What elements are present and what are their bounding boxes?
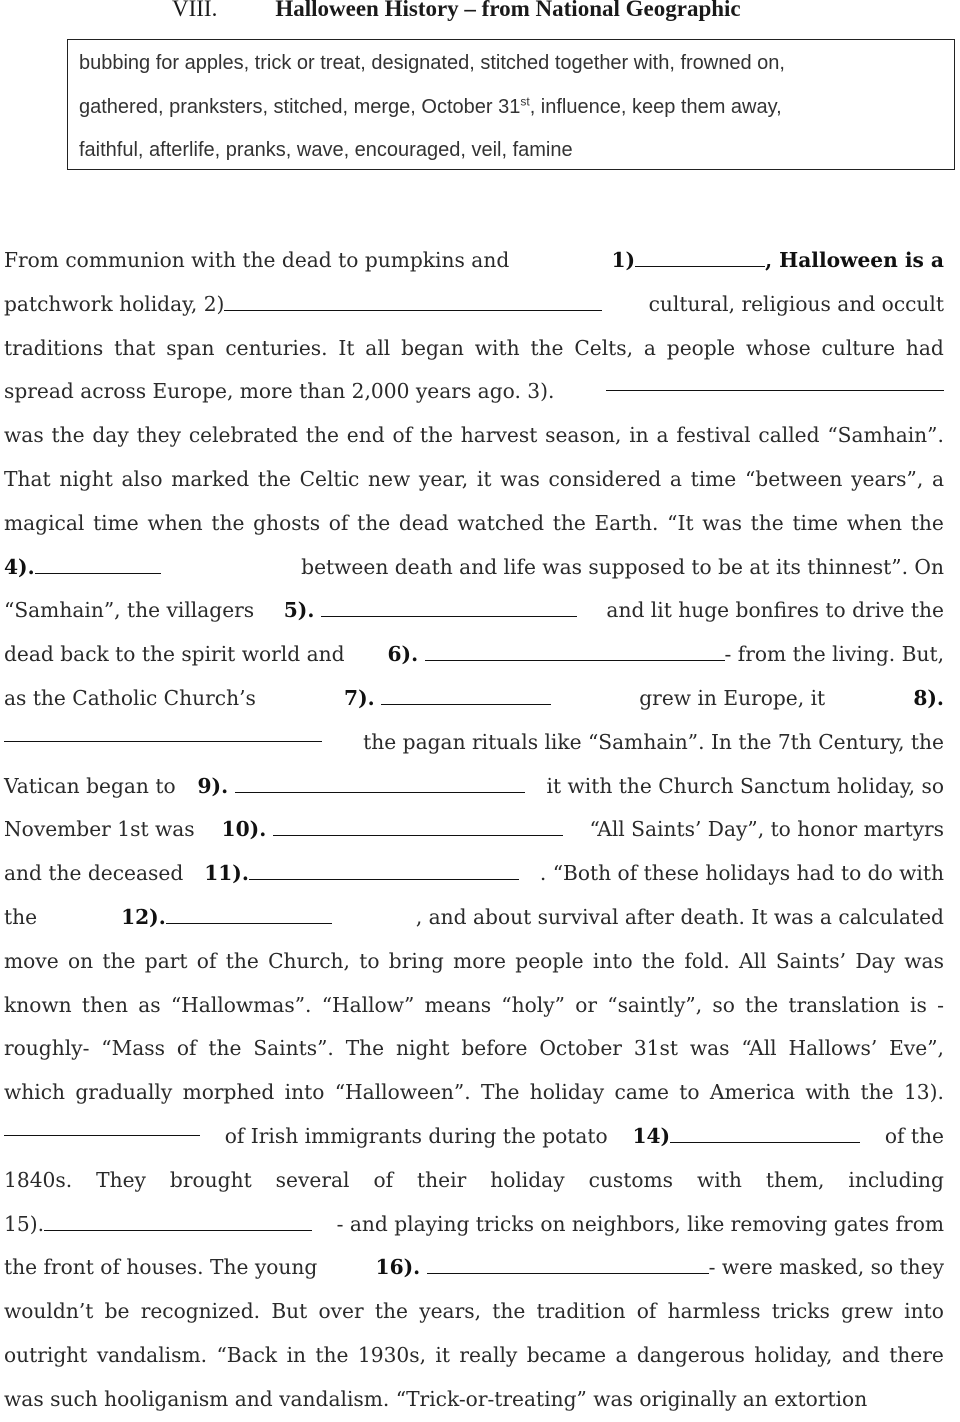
word: years,: [419, 1299, 482, 1324]
word: also: [121, 466, 163, 491]
word: into: [592, 948, 633, 973]
text-blank-7: [344, 677, 551, 721]
passage-line: [4, 1203, 944, 1247]
passage-line: [4, 283, 944, 327]
word: all: [365, 335, 391, 360]
word: of: [328, 510, 349, 535]
word: Eve”,: [889, 1036, 944, 1061]
word: as: [138, 992, 161, 1017]
word: a: [643, 335, 656, 360]
answer-blank-11[interactable]: [249, 859, 519, 880]
word: span: [166, 335, 215, 360]
word: then: [81, 992, 128, 1017]
answer-blank-6[interactable]: [425, 640, 725, 661]
word: festival: [676, 423, 751, 448]
section-title: Halloween History – from National Geographic: [275, 0, 741, 21]
word: “Hallow”: [321, 992, 415, 1017]
word: Saints”.: [253, 1036, 334, 1061]
word: was: [702, 510, 742, 535]
word: time: [93, 510, 139, 535]
word: there: [889, 1342, 944, 1367]
word: of: [636, 1299, 657, 1324]
passage-line: [4, 808, 944, 852]
word: a: [656, 423, 669, 448]
word: culture: [821, 335, 896, 360]
text-blank-12: [121, 896, 332, 940]
text: . “Both of these holidays had to do with: [539, 861, 944, 886]
word: which: [4, 1080, 66, 1105]
word: year,: [418, 466, 469, 491]
answer-blank-4[interactable]: [35, 553, 161, 574]
word: dangerous: [636, 1342, 745, 1367]
section-number: VIII.: [172, 0, 218, 21]
word: Celtic: [299, 466, 360, 491]
word: that: [114, 335, 156, 360]
word: considered: [548, 466, 662, 491]
answer-blank-9[interactable]: [235, 772, 525, 793]
text: between death and life was supposed to be at its thinnest”. On: [301, 554, 944, 579]
passage-line: [4, 458, 944, 502]
word: over: [318, 1299, 364, 1324]
word: is: [910, 992, 927, 1017]
word: 31st: [633, 1036, 678, 1061]
word: dead: [398, 510, 449, 535]
word: Church,: [268, 948, 350, 973]
text-blank-11: [204, 852, 519, 896]
word-bank-text: , influence, keep them away,: [529, 95, 782, 118]
passage-line: [4, 677, 944, 721]
word: the: [374, 1299, 408, 1324]
word: the: [492, 1299, 526, 1324]
superscript-st: st: [520, 93, 530, 108]
word: move: [4, 948, 59, 973]
word: “Hallowmas”.: [170, 992, 312, 1017]
text: - and playing tricks on neighbors, like removing gates from: [336, 1211, 944, 1236]
blank-number-6: 6).: [387, 642, 419, 667]
word: the: [552, 510, 586, 535]
word: the: [910, 510, 944, 535]
text: , and about survival after death. It was a calculated: [415, 904, 944, 929]
text: From communion with the dead to pumpkins and: [4, 248, 510, 272]
blank-number-16: 16).: [375, 1255, 421, 1280]
text: spread across Europe, more than 2,000 years ago. 3).: [4, 379, 555, 404]
text-blank-9: [198, 765, 525, 809]
word: magical: [4, 510, 85, 535]
word: the: [419, 423, 453, 448]
text: patchwork holiday, 2): [4, 291, 225, 316]
word: it: [435, 1342, 450, 1367]
word: with: [805, 1080, 851, 1105]
text: was such hooliganism and vandalism. “Trick-or-treating” was originally an extortion: [4, 1386, 868, 1411]
word: in: [629, 423, 649, 448]
passage-line: [4, 896, 944, 940]
word: people: [515, 948, 584, 973]
word: 1930s,: [357, 1342, 427, 1367]
text: - were masked, so they: [708, 1255, 944, 1280]
word: October: [539, 1036, 622, 1061]
answer-blank-12[interactable]: [166, 903, 332, 924]
word: “saintly”,: [607, 992, 703, 1017]
word: “between: [744, 466, 843, 491]
word: the: [51, 423, 85, 448]
blank-number-9: 9).: [197, 773, 229, 798]
word: it: [476, 466, 492, 491]
word: grew: [841, 1299, 893, 1324]
word: a: [669, 466, 682, 491]
word: was: [904, 948, 944, 973]
word: the: [357, 510, 391, 535]
word: people: [666, 335, 736, 360]
text-blank-14: [632, 1115, 860, 1159]
word: ghosts: [253, 510, 321, 535]
word: of: [176, 1036, 197, 1061]
word: including: [848, 1167, 944, 1192]
word: It: [338, 335, 355, 360]
word: harmless: [667, 1299, 761, 1324]
word: when: [147, 510, 203, 535]
word: “All: [741, 1036, 777, 1061]
word: a: [931, 466, 944, 491]
blank-number-5: 5).: [283, 598, 315, 623]
word: holiday,: [754, 1342, 833, 1367]
word: the: [750, 510, 784, 535]
text: “Samhain”, the villagers: [4, 598, 255, 623]
word: Day: [855, 948, 895, 973]
answer-blank-15[interactable]: [44, 1210, 312, 1231]
word: came: [614, 1080, 669, 1105]
word: traditions: [4, 335, 104, 360]
answer-blank-2[interactable]: [224, 290, 602, 311]
word: “Samhain”.: [827, 423, 944, 448]
word: harvest: [460, 423, 538, 448]
word: “Back: [216, 1342, 278, 1367]
answer-blank-14[interactable]: [670, 1122, 860, 1143]
word: part: [144, 948, 188, 973]
word: of: [392, 423, 413, 448]
text: the: [4, 904, 38, 929]
blank-number-11: 11).: [204, 861, 249, 886]
word: end: [346, 423, 385, 448]
text: cultural, religious and occult: [648, 291, 944, 316]
answer-blank-5[interactable]: [321, 596, 577, 617]
text: November 1st was: [4, 817, 195, 842]
word: was: [689, 1036, 730, 1061]
word: 13).: [903, 1080, 944, 1105]
text-blank-6: [387, 633, 944, 677]
word: the: [315, 1342, 349, 1367]
word: time: [690, 466, 737, 491]
word: the: [305, 423, 339, 448]
blank-number-12: 12).: [121, 904, 166, 929]
word: with: [474, 335, 520, 360]
word: Earth.: [594, 510, 659, 535]
word: The: [481, 1080, 520, 1105]
word: tricks: [771, 1299, 830, 1324]
word: -: [937, 992, 944, 1017]
passage-line: [4, 633, 944, 677]
word: recognized.: [140, 1299, 261, 1324]
text: and the deceased: [4, 861, 184, 886]
section-heading: [172, 0, 741, 28]
passage-line: [4, 1246, 944, 1290]
text: and lit huge bonfires to drive the: [606, 598, 944, 623]
answer-blank-3[interactable]: [606, 370, 944, 391]
word: of: [373, 1167, 394, 1192]
word: time: [792, 510, 839, 535]
answer-blank-1[interactable]: [635, 246, 765, 267]
word: wouldn’t: [4, 1299, 94, 1324]
text: dead back to the spirit world and: [4, 642, 345, 667]
word: with: [697, 1167, 742, 1192]
text-blank-5: [284, 589, 577, 633]
passage-line: [4, 239, 944, 283]
answer-blank-7[interactable]: [381, 684, 551, 705]
passage-line: [4, 546, 944, 590]
text: Vatican began to: [4, 773, 176, 798]
word: of: [196, 948, 217, 973]
word: or: [575, 992, 598, 1017]
word: had: [905, 335, 944, 360]
word: translation: [788, 992, 900, 1017]
word: in: [286, 1342, 307, 1367]
word: their: [417, 1167, 467, 1192]
word: Saints’: [775, 948, 847, 973]
word: new: [368, 466, 411, 491]
word: the: [257, 466, 291, 491]
word: before: [461, 1036, 528, 1061]
blank-number-7: 7).: [344, 685, 375, 710]
word: Celts,: [574, 335, 634, 360]
word: “Halloween”.: [334, 1080, 471, 1105]
word: them,: [765, 1167, 825, 1192]
passage-line: [4, 1027, 944, 1071]
word: became: [526, 1342, 607, 1367]
word: Hallows’: [788, 1036, 878, 1061]
word: was: [4, 423, 44, 448]
word: means: [424, 992, 492, 1017]
word: watched: [457, 510, 545, 535]
word: the: [641, 948, 676, 973]
word: outright: [4, 1342, 88, 1367]
text: it with the Church Sanctum holiday, so: [546, 773, 944, 798]
blank-number-14: 14): [632, 1123, 671, 1148]
blank-number-15: 15).: [4, 1211, 44, 1236]
word: 1840s.: [4, 1167, 73, 1192]
word-bank-line: [79, 86, 954, 130]
text: grew in Europe, it: [639, 685, 826, 710]
word: holiday: [529, 1080, 605, 1105]
blank-number-8: 8).: [913, 685, 944, 710]
word-bank-box: [67, 39, 955, 170]
passage-line: [4, 721, 944, 765]
passage-line: [4, 589, 944, 633]
word: really: [459, 1342, 518, 1367]
blank-number-4: 4).: [4, 554, 35, 579]
word: America: [709, 1080, 796, 1105]
text-blank-15: [4, 1203, 312, 1247]
word: into: [904, 1299, 944, 1324]
passage-line: [4, 1290, 944, 1334]
word: known: [4, 992, 72, 1017]
word: so: [712, 992, 735, 1017]
answer-blank-10[interactable]: [273, 815, 563, 836]
word-bank-text: gathered, pranksters, stitched, merge, October 31: [79, 95, 521, 118]
word: centuries.: [225, 335, 328, 360]
answer-blank-8[interactable]: [4, 721, 322, 742]
word: “It: [667, 510, 694, 535]
word: day: [92, 423, 129, 448]
word: season,: [545, 423, 622, 448]
text: of Irish immigrants during the potato: [224, 1123, 608, 1148]
word: night: [59, 466, 113, 491]
word: the: [211, 510, 245, 535]
word: called: [758, 423, 820, 448]
word: the: [860, 1080, 894, 1105]
passage-line: [4, 984, 944, 1028]
passage-line: [4, 940, 944, 984]
word: the: [102, 948, 136, 973]
word: several: [275, 1167, 350, 1192]
word: brought: [169, 1167, 252, 1192]
passage: [4, 239, 944, 1422]
word: whose: [745, 335, 811, 360]
word: They: [96, 1167, 146, 1192]
passage-line: [4, 1334, 944, 1378]
word: roughly-: [4, 1036, 90, 1061]
word: on: [67, 948, 94, 973]
passage-line: [4, 1378, 944, 1422]
word: be: [104, 1299, 130, 1324]
passage-line: [4, 765, 944, 809]
word: the: [208, 1036, 242, 1061]
word: “holy”: [501, 992, 565, 1017]
text: - from the living. But,: [724, 642, 944, 667]
word: bring: [388, 948, 444, 973]
word: and: [841, 1342, 880, 1367]
text: the pagan rituals like “Samhain”. In the 7th Century, the: [363, 729, 944, 754]
text-blank-2: [4, 283, 602, 327]
word: years”,: [851, 466, 924, 491]
text: the front of houses. The young: [4, 1255, 318, 1280]
word: when: [846, 510, 903, 535]
passage-line: [4, 1115, 944, 1159]
word: That: [4, 466, 51, 491]
passage-line: [4, 1071, 944, 1115]
text-blank-4: [4, 546, 161, 590]
text-blank-16: [376, 1246, 944, 1290]
text: , Halloween is a: [765, 248, 944, 272]
word: the: [225, 948, 259, 973]
passage-line: [4, 502, 944, 546]
word-bank-line: bubbing for apples, trick or treat, designated, stitched together with, frowned on,: [79, 52, 785, 74]
word: was: [500, 466, 540, 491]
word: they: [136, 423, 182, 448]
word: The: [345, 1036, 385, 1061]
text: “All Saints’ Day”, to honor martyrs: [589, 817, 944, 842]
word: celebrated: [188, 423, 299, 448]
word: But: [271, 1299, 308, 1324]
word: gradually: [75, 1080, 173, 1105]
word: customs: [588, 1167, 674, 1192]
word: into: [284, 1080, 325, 1105]
word: the: [745, 992, 779, 1017]
word: more: [453, 948, 506, 973]
word: to: [679, 1080, 700, 1105]
word: the: [530, 335, 564, 360]
word: vandalism.: [96, 1342, 208, 1367]
answer-blank-16[interactable]: [427, 1253, 709, 1274]
word: morphed: [182, 1080, 275, 1105]
word-bank-line: faithful, afterlife, pranks, wave, encouraged, veil, famine: [79, 139, 573, 161]
answer-blank-13[interactable]: [4, 1115, 200, 1136]
word: a: [615, 1342, 628, 1367]
word: holiday: [490, 1167, 565, 1192]
passage-line: [4, 1159, 944, 1203]
text: as the Catholic Church’s: [4, 685, 256, 710]
passage-line: [4, 327, 944, 371]
passage-line: [4, 414, 944, 458]
word: began: [401, 335, 464, 360]
passage-line: [4, 370, 944, 414]
word: All: [739, 948, 767, 973]
text: of the: [884, 1123, 944, 1148]
text-blank-10: [222, 808, 563, 852]
text-blank-1: [611, 239, 944, 283]
word: to: [359, 948, 380, 973]
word: tradition: [536, 1299, 626, 1324]
blank-number-10: 10).: [221, 817, 267, 842]
passage-line: [4, 852, 944, 896]
word: fold.: [684, 948, 730, 973]
word: “Mass: [101, 1036, 166, 1061]
blank-number-1: 1): [611, 248, 636, 272]
word: night: [396, 1036, 450, 1061]
word: marked: [171, 466, 250, 491]
